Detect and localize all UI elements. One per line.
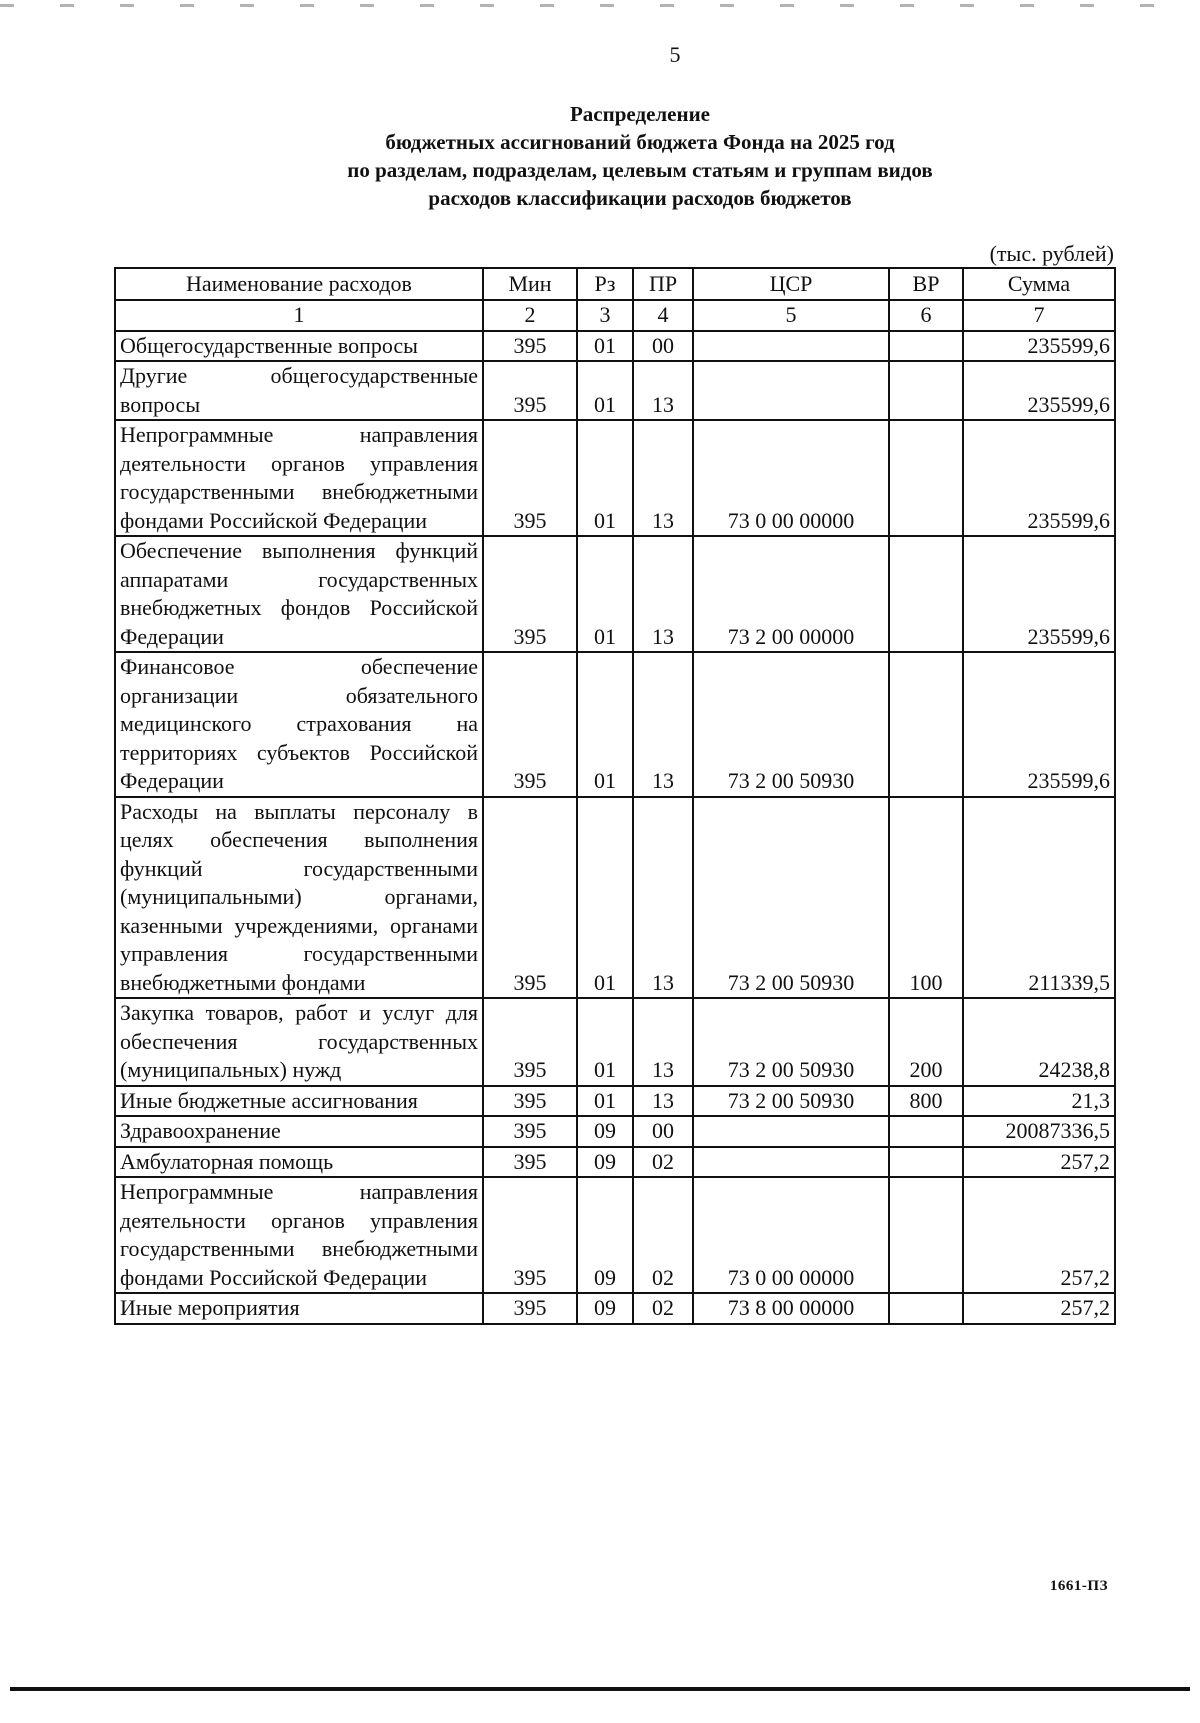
page-number: 5 xyxy=(669,42,681,67)
cell-vr xyxy=(889,1177,963,1293)
column-header-rz: Рз xyxy=(577,268,633,300)
column-header-sum: Сумма xyxy=(963,268,1115,300)
bottom-rule xyxy=(10,1687,1190,1691)
cell-csr: 73 2 00 50930 xyxy=(693,1086,889,1117)
cell-name: Обеспечение выполнения функций аппаратами государственных внебюджетных фондов Российской Федерации xyxy=(115,536,483,652)
title-line: бюджетных ассигнований бюджета Фонда на 2025 год xyxy=(385,130,895,154)
cell-min: 395 xyxy=(483,652,577,797)
cell-pr: 02 xyxy=(633,1177,693,1293)
cell-name: Другие общегосударственные вопросы xyxy=(115,361,483,420)
table-row xyxy=(115,797,1115,999)
cell-csr: 73 2 00 50930 xyxy=(693,998,889,1086)
cell-vr: 200 xyxy=(889,998,963,1086)
cell-csr: 73 2 00 50930 xyxy=(693,797,889,999)
cell-csr xyxy=(693,1116,889,1147)
cell-rz: 01 xyxy=(577,361,633,420)
table-row xyxy=(115,1147,1115,1178)
column-number: 7 xyxy=(963,300,1115,331)
cell-min: 395 xyxy=(483,1293,577,1324)
table-row xyxy=(115,536,1115,652)
cell-sum: 20087336,5 xyxy=(963,1116,1115,1147)
cell-pr: 02 xyxy=(633,1293,693,1324)
cell-sum: 235599,6 xyxy=(963,652,1115,797)
cell-csr: 73 0 00 00000 xyxy=(693,1177,889,1293)
title-line: Распределение xyxy=(569,102,711,126)
cell-pr: 13 xyxy=(633,361,693,420)
cell-min: 395 xyxy=(483,536,577,652)
cell-pr: 00 xyxy=(633,1116,693,1147)
column-number: 5 xyxy=(693,300,889,331)
cell-name: Непрограммные направления деятельности органов управления государственными внебюджетными фондами Российской Федерации xyxy=(115,1177,483,1293)
units-label: (тыс. рублей) xyxy=(989,241,1114,266)
cell-min: 395 xyxy=(483,797,577,999)
cell-vr: 100 xyxy=(889,797,963,999)
cell-vr xyxy=(889,420,963,536)
table-row xyxy=(115,1116,1115,1147)
cell-vr xyxy=(889,1147,963,1178)
table-row xyxy=(115,420,1115,536)
scan-artifact-top xyxy=(0,4,1200,7)
cell-sum: 235599,6 xyxy=(963,361,1115,420)
header-row xyxy=(115,268,1115,300)
table-row xyxy=(115,331,1115,362)
column-number: 3 xyxy=(577,300,633,331)
cell-min: 395 xyxy=(483,361,577,420)
cell-min: 395 xyxy=(483,420,577,536)
budget-table xyxy=(114,267,1116,1325)
cell-sum: 24238,8 xyxy=(963,998,1115,1086)
cell-sum: 211339,5 xyxy=(963,797,1115,999)
cell-sum: 235599,6 xyxy=(963,420,1115,536)
cell-csr xyxy=(693,331,889,362)
cell-min: 395 xyxy=(483,1177,577,1293)
cell-csr xyxy=(693,1147,889,1178)
cell-rz: 09 xyxy=(577,1116,633,1147)
cell-pr: 13 xyxy=(633,536,693,652)
cell-csr: 73 0 00 00000 xyxy=(693,420,889,536)
cell-vr xyxy=(889,361,963,420)
cell-vr xyxy=(889,536,963,652)
table-row xyxy=(115,361,1115,420)
cell-name: Здравоохранение xyxy=(115,1116,483,1147)
column-header-name: Наименование расходов xyxy=(115,268,483,300)
cell-pr: 13 xyxy=(633,998,693,1086)
cell-min: 395 xyxy=(483,331,577,362)
cell-rz: 09 xyxy=(577,1177,633,1293)
cell-pr: 13 xyxy=(633,797,693,999)
cell-vr: 800 xyxy=(889,1086,963,1117)
table-row xyxy=(115,1177,1115,1293)
column-header-csr: ЦСР xyxy=(693,268,889,300)
cell-vr xyxy=(889,1293,963,1324)
cell-rz: 01 xyxy=(577,420,633,536)
cell-pr: 02 xyxy=(633,1147,693,1178)
title-line: расходов классификации расходов бюджетов xyxy=(428,186,852,210)
cell-name: Финансовое обеспечение организации обязательного медицинского страхования на территориях субъектов Российской Федерации xyxy=(115,652,483,797)
cell-sum: 257,2 xyxy=(963,1293,1115,1324)
cell-pr: 13 xyxy=(633,1086,693,1117)
column-header-vr: ВР xyxy=(889,268,963,300)
cell-vr xyxy=(889,652,963,797)
cell-name: Иные мероприятия xyxy=(115,1293,483,1324)
column-header-pr: ПР xyxy=(633,268,693,300)
cell-min: 395 xyxy=(483,1086,577,1117)
cell-csr: 73 2 00 50930 xyxy=(693,652,889,797)
cell-rz: 09 xyxy=(577,1147,633,1178)
cell-rz: 01 xyxy=(577,797,633,999)
column-number: 6 xyxy=(889,300,963,331)
cell-vr xyxy=(889,1116,963,1147)
cell-name: Расходы на выплаты персоналу в целях обеспечения выполнения функций государственными (муниципальными) органами, казенными учреждениями, органами управления государственными внебюджетными фондами xyxy=(115,797,483,999)
column-header-min: Мин xyxy=(483,268,577,300)
cell-rz: 01 xyxy=(577,331,633,362)
cell-csr xyxy=(693,361,889,420)
title-line: по разделам, подразделам, целевым статьям и группам видов xyxy=(347,158,933,182)
cell-csr: 73 8 00 00000 xyxy=(693,1293,889,1324)
cell-name: Общегосударственные вопросы xyxy=(115,331,483,362)
cell-sum: 257,2 xyxy=(963,1147,1115,1178)
cell-pr: 13 xyxy=(633,420,693,536)
cell-rz: 09 xyxy=(577,1293,633,1324)
cell-pr: 13 xyxy=(633,652,693,797)
column-number: 1 xyxy=(115,300,483,331)
column-number: 2 xyxy=(483,300,577,331)
cell-rz: 01 xyxy=(577,652,633,797)
table-row xyxy=(115,652,1115,797)
cell-min: 395 xyxy=(483,1116,577,1147)
cell-name: Непрограммные направления деятельности органов управления государственными внебюджетными фондами Российской Федерации xyxy=(115,420,483,536)
cell-rz: 01 xyxy=(577,1086,633,1117)
cell-min: 395 xyxy=(483,998,577,1086)
cell-name: Иные бюджетные ассигнования xyxy=(115,1086,483,1117)
cell-rz: 01 xyxy=(577,536,633,652)
column-number-row xyxy=(115,300,1115,331)
cell-rz: 01 xyxy=(577,998,633,1086)
cell-min: 395 xyxy=(483,1147,577,1178)
cell-csr: 73 2 00 00000 xyxy=(693,536,889,652)
document-code: 1661-ПЗ xyxy=(1049,1578,1108,1594)
cell-name: Закупка товаров, работ и услуг для обеспечения государственных (муниципальных) нужд xyxy=(115,998,483,1086)
cell-sum: 235599,6 xyxy=(963,536,1115,652)
cell-name: Амбулаторная помощь xyxy=(115,1147,483,1178)
cell-pr: 00 xyxy=(633,331,693,362)
cell-sum: 21,3 xyxy=(963,1086,1115,1117)
cell-sum: 257,2 xyxy=(963,1177,1115,1293)
cell-vr xyxy=(889,331,963,362)
column-number: 4 xyxy=(633,300,693,331)
document-title xyxy=(0,100,1200,212)
table-row xyxy=(115,1293,1115,1324)
table-row xyxy=(115,998,1115,1086)
table-row xyxy=(115,1086,1115,1117)
cell-sum: 235599,6 xyxy=(963,331,1115,362)
